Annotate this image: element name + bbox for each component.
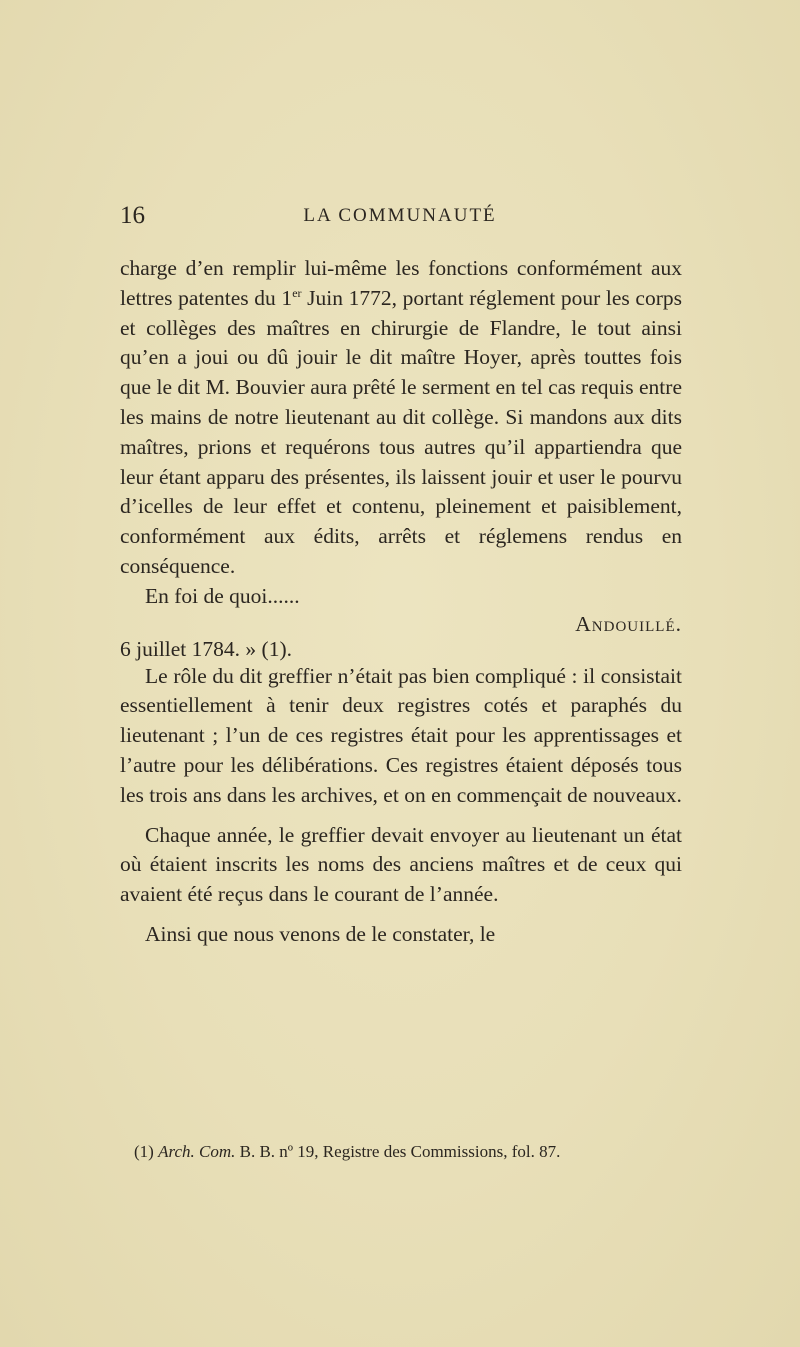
paragraph-annual-report: Chaque année, le greffier devait envoyer au lieutenant un état où étaient inscrits les noms des anciens maîtres et de ceux qui avaient été reçus dans le courant de l’année. xyxy=(120,822,682,907)
footnote-reference: B. B. nº 19, Registre des Commissions, fol. 87. xyxy=(235,1142,561,1161)
ordinal-superscript: er xyxy=(292,285,302,300)
date-line: 6 juillet 1784. » (1). xyxy=(120,636,292,661)
paragraph-letter-part1: charge d’en remplir lui-même les fonctions conformément aux lettres patentes du 1 xyxy=(120,256,682,310)
body-text xyxy=(120,254,682,950)
footnote xyxy=(120,1140,682,1163)
signature: Andouillé. xyxy=(575,611,682,636)
running-title: LA COMMUNAUTÉ xyxy=(303,205,497,226)
footnote-source: Arch. Com. xyxy=(158,1142,236,1161)
page-number: 16 xyxy=(120,202,145,229)
paragraph-greffier-role: Le rôle du dit greffier n’était pas bien compliqué : il consistait essentiellement à tenir deux registres cotés et paraphés du lieutenant ; l’un de ces registres était pour les apprentissages et l’autre pour les délibérations. Ces registres étaient déposés tous les trois ans dans les archives, et on en commençait de nouveaux. xyxy=(120,663,682,807)
paragraph-letter xyxy=(120,254,682,582)
paragraph-letter-part2: Juin 1772, portant réglement pour les corps et collèges des maîtres en chirurgie de Flandre, le tout ainsi qu’en a joui ou dû jouir le dit maître Hoyer, après touttes fois que le dit M. Bouvier aura prêté le serment en tel cas requis entre les mains de notre lieutenant au dit collège. Si mandons aux dits maîtres, prions et requérons tous autres qu’il appartiendra que leur étant apparu des présentes, ils laissent jouir et user le pourvu d’icelles de leur effet et contenu, pleinement et paisiblement, conformément aux édits, arrêts et réglemens rendus en conséquence. xyxy=(120,285,683,578)
paragraph-closing: En foi de quoi...... xyxy=(145,583,300,608)
page-header xyxy=(120,198,680,234)
paragraph-continuation: Ainsi que nous venons de le constater, le xyxy=(145,921,496,946)
footnote-marker: (1) xyxy=(134,1142,154,1161)
